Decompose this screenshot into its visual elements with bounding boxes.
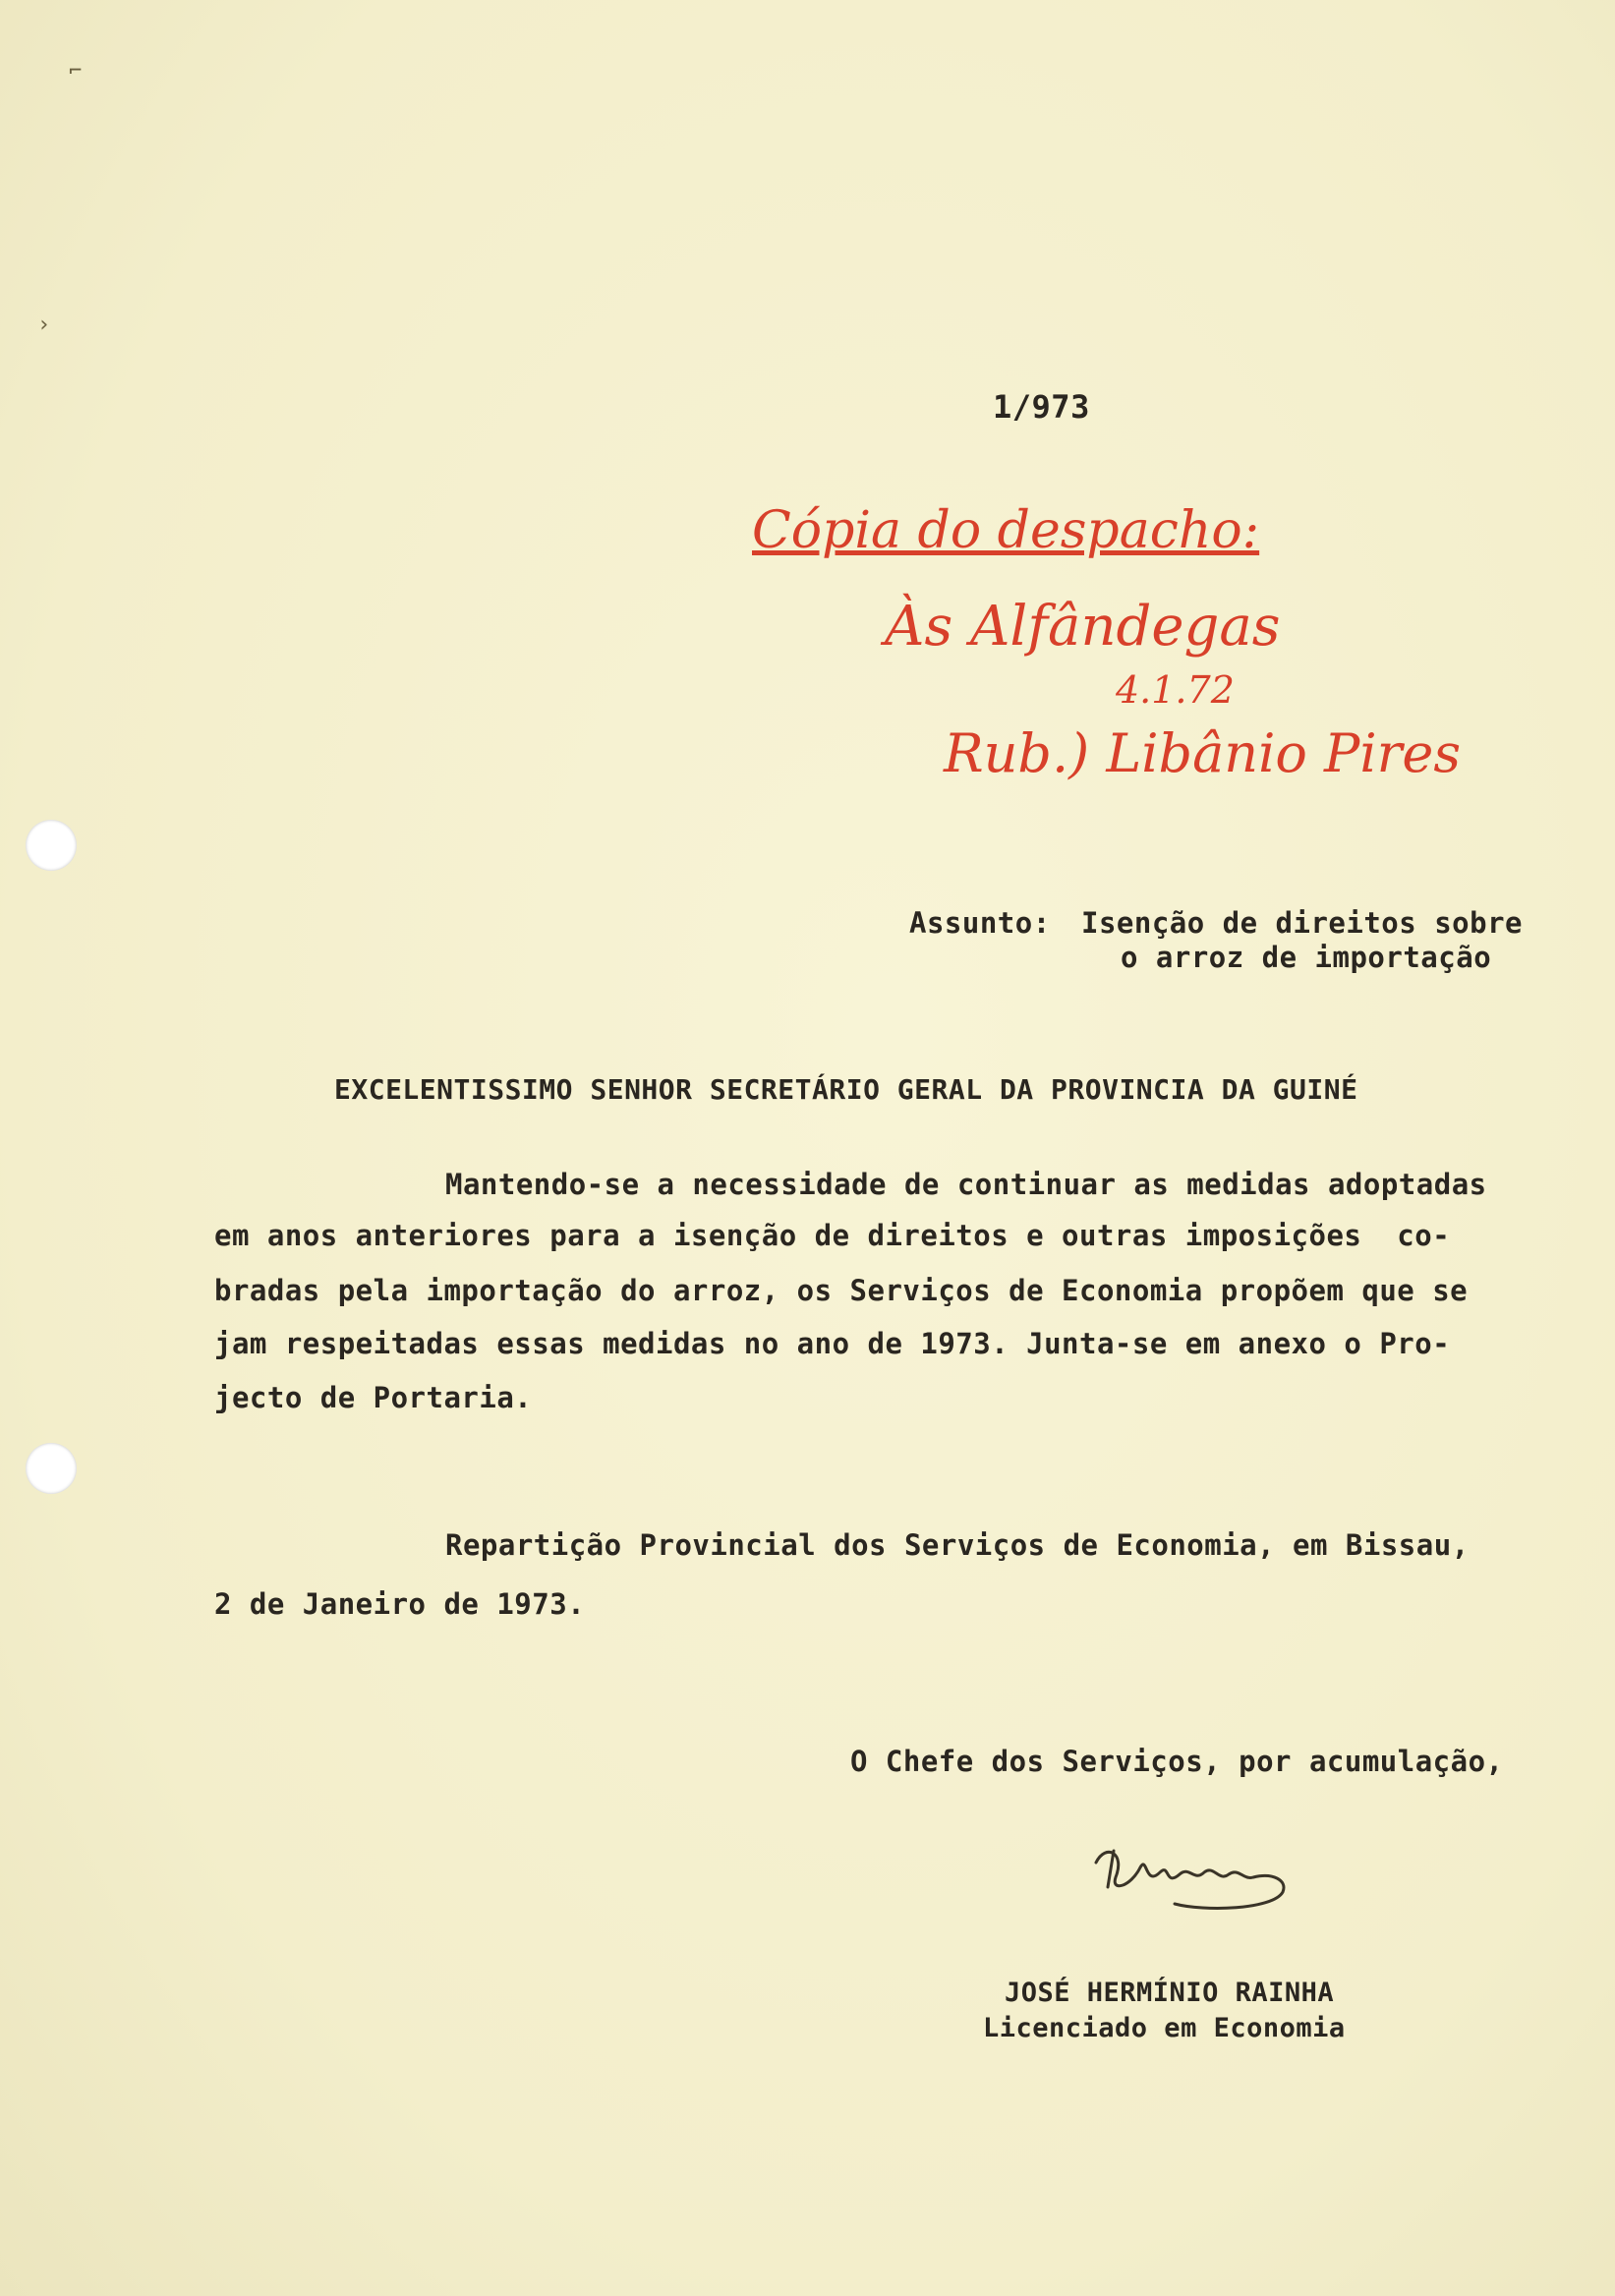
edge-mark: ⌐ (69, 59, 83, 84)
date-line: 2 de Janeiro de 1973. (214, 1587, 586, 1621)
signature-graphic (1086, 1833, 1302, 1922)
body-line-4: jam respeitadas essas medidas no ano de 1973. Junta-se em anexo o Pro- (214, 1327, 1451, 1360)
signatory-name: JOSÉ HERMÍNIO RAINHA (1005, 1978, 1335, 2008)
body-line-2: em anos anteriores para a isenção de direitos e outras imposições co- (214, 1219, 1451, 1252)
addressee: EXCELENTISSIMO SENHOR SECRETÁRIO GERAL DA PROVINCIA DA GUINÉ (334, 1073, 1358, 1106)
body-line-1: Mantendo-se a necessidade de continuar as medidas adoptadas (445, 1168, 1487, 1201)
subject-line-1: Isenção de direitos sobre (1081, 906, 1523, 940)
body-line-3: bradas pela importação do arroz, os Serviços de Economia propõem que se (214, 1274, 1469, 1307)
edge-mark: › (37, 313, 51, 337)
punch-hole-top (26, 820, 77, 871)
annotation-line-3: Rub.) Libânio Pires (944, 722, 1462, 784)
signatory-title: Licenciado em Economia (983, 2013, 1346, 2043)
punch-hole-bottom (26, 1443, 77, 1494)
closing-line: O Chefe dos Serviços, por acumulação, (850, 1745, 1504, 1778)
body-line-5: jecto de Portaria. (214, 1381, 533, 1414)
subject-label: Assunto: (909, 906, 1051, 940)
reference-number: 1/973 (993, 388, 1090, 426)
annotation-date: 4.1.72 (1116, 668, 1235, 712)
annotation-line-1: Cópia do despacho: (752, 501, 1260, 560)
annotation-line-2: Às Alfândegas (885, 595, 1281, 659)
place-line: Repartição Provincial dos Serviços de Economia, em Bissau, (445, 1528, 1470, 1562)
subject-line-2: o arroz de importação (1121, 941, 1492, 974)
